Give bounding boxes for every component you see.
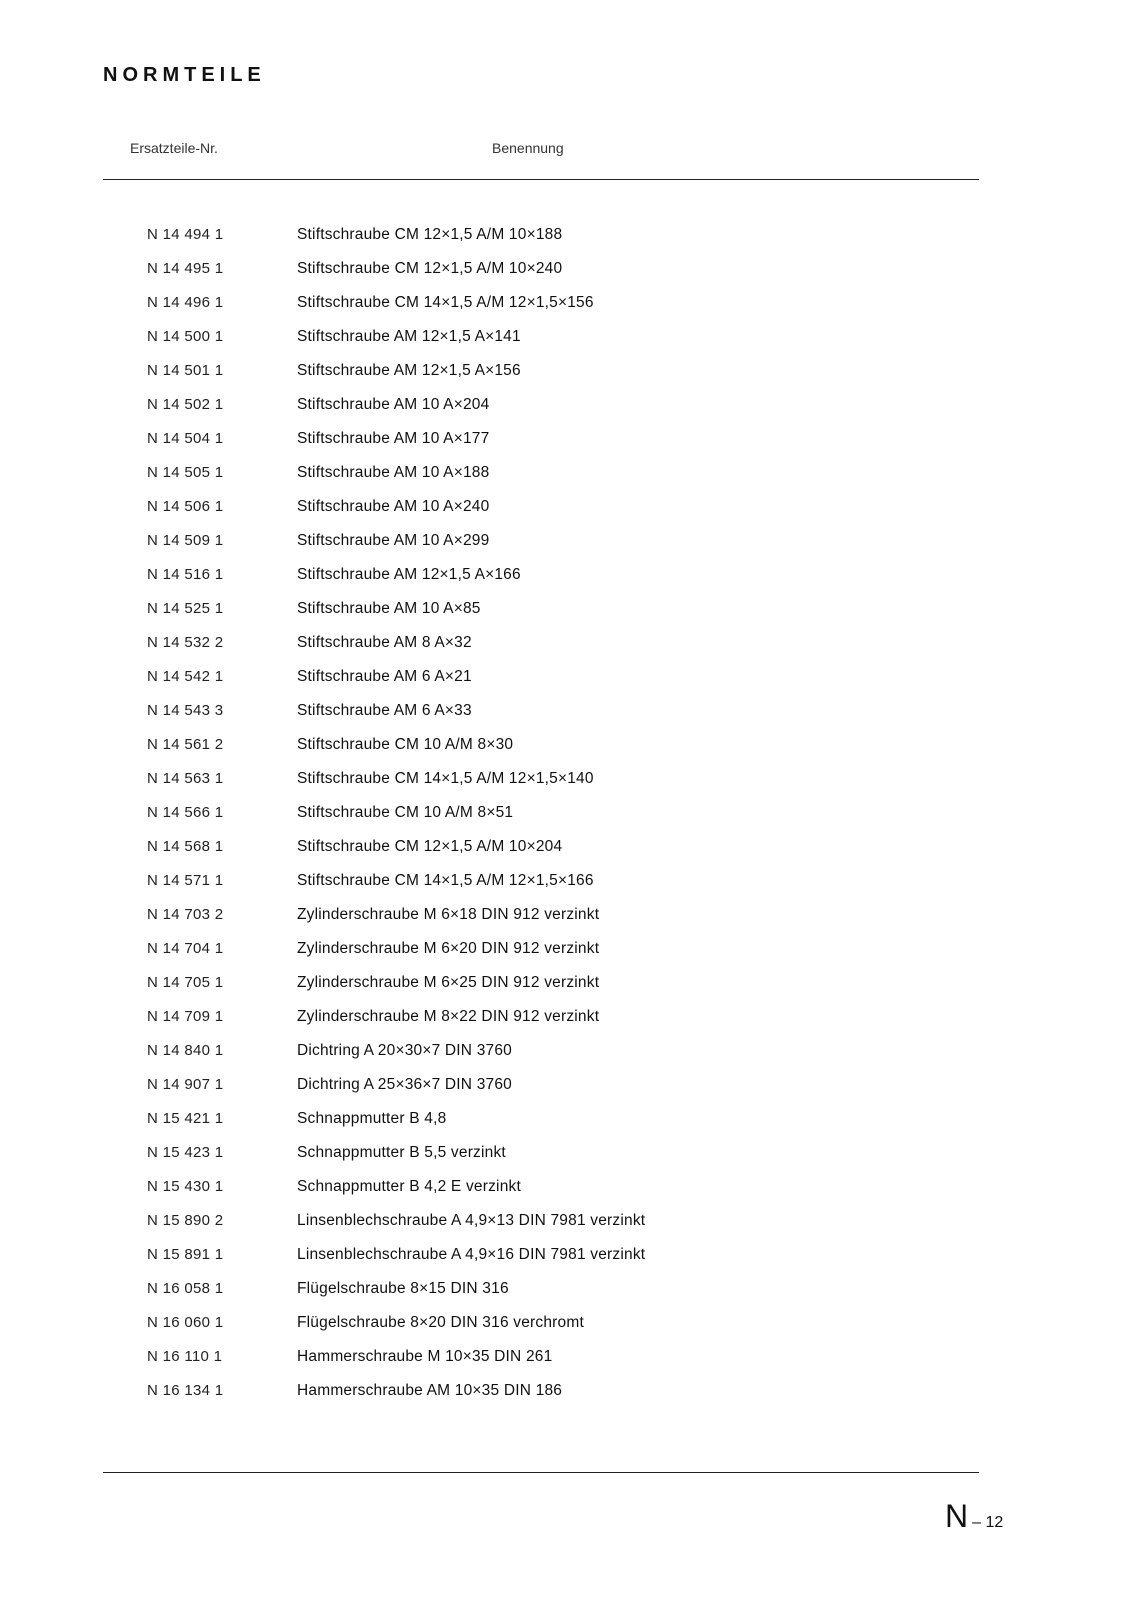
part-number: N 14 543 3	[147, 702, 224, 719]
list-item	[0, 1382, 1137, 1416]
list-item	[0, 736, 1137, 770]
part-name: Zylinderschraube M 8×22 DIN 912 verzinkt	[297, 1008, 600, 1025]
list-item	[0, 566, 1137, 600]
list-item	[0, 464, 1137, 498]
part-number: N 14 561 2	[147, 736, 224, 753]
part-number: N 14 505 1	[147, 464, 224, 481]
part-number: N 14 506 1	[147, 498, 224, 515]
list-item	[0, 770, 1137, 804]
part-number: N 14 571 1	[147, 872, 224, 889]
part-name: Zylinderschraube M 6×25 DIN 912 verzinkt	[297, 974, 600, 991]
part-name: Schnappmutter B 4,8	[297, 1110, 447, 1127]
part-number: N 14 504 1	[147, 430, 224, 447]
part-name: Stiftschraube CM 12×1,5 A/M 10×240	[297, 260, 563, 277]
part-number: N 15 430 1	[147, 1178, 224, 1195]
part-name: Linsenblechschraube A 4,9×16 DIN 7981 verzinkt	[297, 1246, 646, 1263]
part-name: Dichtring A 25×36×7 DIN 3760	[297, 1076, 512, 1093]
part-name: Flügelschraube 8×15 DIN 316	[297, 1280, 509, 1297]
list-item	[0, 498, 1137, 532]
list-item	[0, 260, 1137, 294]
list-item	[0, 1348, 1137, 1382]
part-number: N 14 494 1	[147, 226, 224, 243]
list-item	[0, 1008, 1137, 1042]
part-number: N 15 890 2	[147, 1212, 224, 1229]
list-item	[0, 804, 1137, 838]
part-name: Stiftschraube AM 10 A×240	[297, 498, 490, 515]
list-item	[0, 430, 1137, 464]
part-name: Hammerschraube AM 10×35 DIN 186	[297, 1382, 563, 1399]
part-number: N 14 501 1	[147, 362, 224, 379]
part-name: Linsenblechschraube A 4,9×13 DIN 7981 verzinkt	[297, 1212, 646, 1229]
list-item	[0, 872, 1137, 906]
part-name: Schnappmutter B 4,2 E verzinkt	[297, 1178, 521, 1195]
part-number: N 16 058 1	[147, 1280, 224, 1297]
header-divider	[103, 179, 979, 180]
part-number: N 15 891 1	[147, 1246, 224, 1263]
part-number: N 16 060 1	[147, 1314, 224, 1331]
part-number: N 14 542 1	[147, 668, 224, 685]
part-number: N 14 703 2	[147, 906, 224, 923]
list-item	[0, 974, 1137, 1008]
page-section-number: – 12	[972, 1514, 1004, 1531]
list-item	[0, 1110, 1137, 1144]
part-name: Stiftschraube AM 10 A×204	[297, 396, 490, 413]
part-number: N 14 563 1	[147, 770, 224, 787]
part-name: Schnappmutter B 5,5 verzinkt	[297, 1144, 506, 1161]
part-number: N 14 907 1	[147, 1076, 224, 1093]
part-number: N 14 525 1	[147, 600, 224, 617]
list-item	[0, 838, 1137, 872]
page-number	[945, 1498, 1003, 1535]
part-number: N 16 110 1	[147, 1348, 223, 1365]
list-item	[0, 1042, 1137, 1076]
list-item	[0, 1314, 1137, 1348]
list-item	[0, 940, 1137, 974]
part-number: N 14 500 1	[147, 328, 224, 345]
part-number: N 14 705 1	[147, 974, 224, 991]
part-name: Stiftschraube CM 10 A/M 8×51	[297, 804, 514, 821]
part-name: Stiftschraube AM 12×1,5 A×166	[297, 566, 521, 583]
list-item	[0, 1246, 1137, 1280]
part-name: Stiftschraube CM 12×1,5 A/M 10×188	[297, 226, 563, 243]
part-number: N 14 840 1	[147, 1042, 224, 1059]
part-number: N 16 134 1	[147, 1382, 224, 1399]
part-number: N 15 421 1	[147, 1110, 224, 1127]
part-name: Stiftschraube AM 6 A×21	[297, 668, 472, 685]
page-section-letter: N	[945, 1498, 969, 1534]
list-item	[0, 1076, 1137, 1110]
list-item	[0, 362, 1137, 396]
part-name: Zylinderschraube M 6×20 DIN 912 verzinkt	[297, 940, 600, 957]
list-item	[0, 1178, 1137, 1212]
part-name: Stiftschraube AM 10 A×188	[297, 464, 490, 481]
part-name: Flügelschraube 8×20 DIN 316 verchromt	[297, 1314, 584, 1331]
list-item	[0, 668, 1137, 702]
list-item	[0, 396, 1137, 430]
part-number: N 14 566 1	[147, 804, 224, 821]
part-name: Stiftschraube CM 14×1,5 A/M 12×1,5×156	[297, 294, 594, 311]
list-item	[0, 1144, 1137, 1178]
part-name: Stiftschraube CM 14×1,5 A/M 12×1,5×140	[297, 770, 594, 787]
part-number: N 15 423 1	[147, 1144, 224, 1161]
list-item	[0, 294, 1137, 328]
part-number: N 14 495 1	[147, 260, 224, 277]
part-name: Stiftschraube AM 10 A×177	[297, 430, 490, 447]
list-item	[0, 906, 1137, 940]
list-item	[0, 1280, 1137, 1314]
list-item	[0, 702, 1137, 736]
part-number: N 14 509 1	[147, 532, 224, 549]
part-name: Stiftschraube AM 8 A×32	[297, 634, 472, 651]
part-number: N 14 704 1	[147, 940, 224, 957]
page-title: NORMTEILE	[103, 64, 266, 86]
part-number: N 14 496 1	[147, 294, 224, 311]
column-header-part-number: Ersatzteile-Nr.	[130, 140, 218, 156]
footer-divider	[103, 1472, 979, 1473]
part-name: Stiftschraube AM 10 A×299	[297, 532, 490, 549]
part-name: Stiftschraube CM 14×1,5 A/M 12×1,5×166	[297, 872, 594, 889]
part-name: Stiftschraube CM 12×1,5 A/M 10×204	[297, 838, 563, 855]
part-name: Hammerschraube M 10×35 DIN 261	[297, 1348, 553, 1365]
list-item	[0, 1212, 1137, 1246]
part-number: N 14 502 1	[147, 396, 224, 413]
part-number: N 14 709 1	[147, 1008, 224, 1025]
column-header-name: Benennung	[492, 140, 564, 156]
list-item	[0, 226, 1137, 260]
list-item	[0, 328, 1137, 362]
part-name: Stiftschraube CM 10 A/M 8×30	[297, 736, 514, 753]
part-number: N 14 568 1	[147, 838, 224, 855]
part-name: Stiftschraube AM 10 A×85	[297, 600, 481, 617]
parts-list	[0, 226, 1137, 1416]
part-name: Stiftschraube AM 6 A×33	[297, 702, 472, 719]
part-name: Stiftschraube AM 12×1,5 A×156	[297, 362, 521, 379]
list-item	[0, 634, 1137, 668]
part-name: Dichtring A 20×30×7 DIN 3760	[297, 1042, 512, 1059]
list-item	[0, 600, 1137, 634]
part-name: Stiftschraube AM 12×1,5 A×141	[297, 328, 521, 345]
part-number: N 14 516 1	[147, 566, 224, 583]
part-number: N 14 532 2	[147, 634, 224, 651]
part-name: Zylinderschraube M 6×18 DIN 912 verzinkt	[297, 906, 600, 923]
list-item	[0, 532, 1137, 566]
